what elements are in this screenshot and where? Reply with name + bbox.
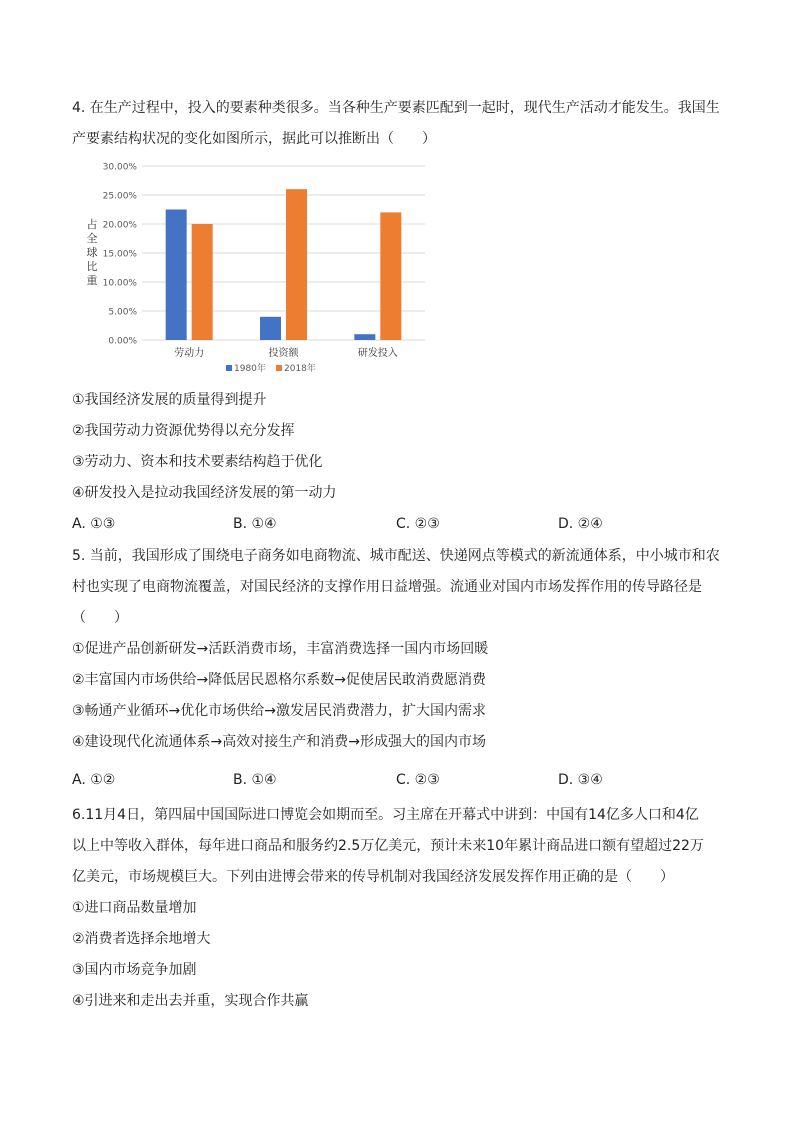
q4-stem-line2: 产要素结构状况的变化如图所示，据此可以推断出（ ）: [72, 131, 436, 147]
q5-item-2: ②丰富国内市场供给→降低居民恩格尔系数→促使居民敢消费愿消费: [72, 672, 487, 688]
q4-options: [72, 514, 732, 534]
q5-item-1: ①促进产品创新研发→活跃消费市场，丰富消费选择一国内市场回暖: [72, 641, 489, 657]
legend-swatch: [226, 365, 232, 371]
q5-option-c[interactable]: C. ②③: [396, 772, 440, 788]
chart-y-axis-label: [87, 217, 98, 287]
y-tick-label: 20.00%: [102, 220, 137, 231]
q5-option-b[interactable]: B. ①④: [233, 772, 277, 788]
q6-stem-line2: 以上中等收入群体，每年进口商品和服务约2.5万亿美元，预计未来10年累计商品进口额有望超过22万: [72, 838, 704, 854]
factor-structure-chart: [80, 156, 430, 381]
q4-item-1: ①我国经济发展的质量得到提升: [72, 392, 267, 408]
y-tick-label: 5.00%: [108, 307, 137, 318]
chart-bars: [166, 189, 402, 340]
q5-option-a[interactable]: A. ①②: [72, 772, 116, 788]
y-tick-label: 10.00%: [102, 278, 137, 289]
q6-stem-line1: 6.11月4日，第四届中国国际进口博览会如期而至。习主席在开幕式中讲到：中国有14亿多人口和4亿: [72, 807, 699, 823]
q6-item-1: ①进口商品数量增加: [72, 900, 197, 916]
q4-stem-line1: 4. 在生产过程中，投入的要素种类很多。当各种生产要素匹配到一起时，现代生产活动才能发生。我国生: [72, 100, 720, 116]
chart-legend: [226, 362, 316, 374]
legend-label: 1980年: [234, 364, 266, 374]
q6-item-2: ②消费者选择余地增大: [72, 931, 211, 947]
x-tick-label: 劳动力: [174, 348, 205, 359]
q5-stem-line2: 村也实现了电商物流覆盖，对国民经济的支撑作用日益增强。流通业对国内市场发挥作用的传导路径是: [72, 579, 702, 595]
q4-item-3: ③劳动力、资本和技术要素结构趋于优化: [72, 454, 323, 470]
bar-1980-2: [354, 334, 375, 340]
bar-1980-1: [260, 317, 281, 340]
q4-option-d[interactable]: D. ②④: [558, 516, 603, 532]
q6-item-3: ③国内市场竞争加剧: [72, 962, 197, 978]
legend-swatch: [276, 365, 282, 371]
y-tick-label: 15.00%: [102, 249, 137, 260]
q5-options: [72, 770, 732, 790]
q4-option-b[interactable]: B. ①④: [233, 516, 277, 532]
q5-stem-line1: 5. 当前，我国形成了围绕电子商务如电商物流、城市配送、快递网点等模式的新流通体系，中小城市和农: [72, 548, 720, 564]
y-tick-label: 30.00%: [102, 162, 137, 173]
bar-2018-1: [286, 189, 307, 340]
y-tick-label: 0.00%: [108, 336, 137, 347]
q5-option-d[interactable]: D. ③④: [558, 772, 603, 788]
q6-item-4: ④引进来和走出去并重，实现合作共赢: [72, 993, 309, 1009]
q5-item-4: ④建设现代化流通体系→高效对接生产和消费→形成强大的国内市场: [72, 734, 487, 750]
x-tick-label: 研发投入: [357, 348, 398, 359]
chart-x-labels: [174, 346, 398, 359]
y-tick-label: 25.00%: [102, 191, 137, 202]
chart-y-ticks: [103, 163, 138, 347]
q4-item-2: ②我国劳动力资源优势得以充分发挥: [72, 423, 295, 439]
legend-label: 2018年: [284, 364, 316, 374]
svg-text:占全球比重: 占全球比重: [86, 218, 98, 287]
bar-2018-0: [192, 224, 213, 340]
bar-2018-2: [380, 212, 401, 340]
q6-stem-line3: 亿美元，市场规模巨大。下列由进博会带来的传导机制对我国经济发展发挥作用正确的是（ ）: [72, 869, 674, 885]
q4-option-a[interactable]: A. ①③: [72, 516, 116, 532]
q4-option-c[interactable]: C. ②③: [396, 516, 440, 532]
q5-stem-line3: （ ）: [72, 610, 128, 626]
q4-item-4: ④研发投入是拉动我国经济发展的第一动力: [72, 485, 337, 501]
bar-1980-0: [166, 210, 187, 341]
x-tick-label: 投资额: [268, 348, 299, 359]
q5-item-3: ③畅通产业循环→优化市场供给→激发居民消费潜力，扩大国内需求: [72, 703, 487, 719]
